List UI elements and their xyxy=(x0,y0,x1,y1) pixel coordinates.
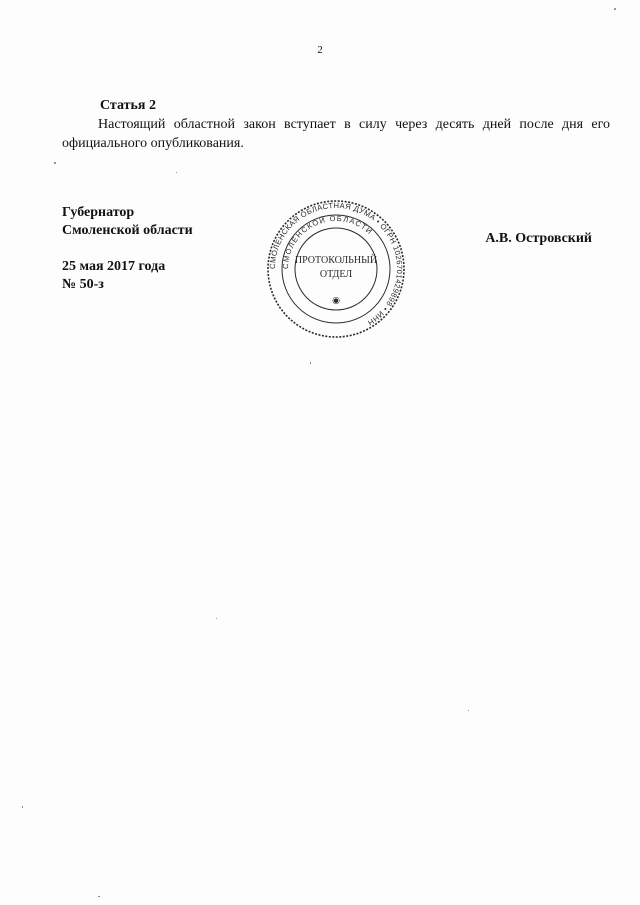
scan-speck xyxy=(468,710,469,711)
article-body-line-2: официального опубликования. xyxy=(62,136,244,151)
signatory-position xyxy=(62,204,193,240)
scan-speck xyxy=(310,362,311,364)
stamp-emblem-icon: ◉ xyxy=(332,295,340,305)
scan-speck xyxy=(216,618,217,619)
signatory-position-line-2: Смоленской области xyxy=(62,223,193,238)
scan-speck xyxy=(176,172,177,173)
scan-speck xyxy=(22,806,23,808)
signer-name: А.В. Островский xyxy=(485,231,592,246)
signatory-position-line-1: Губернатор xyxy=(62,205,135,220)
article-body xyxy=(62,115,610,153)
stamp-outer-text: СМОЛЕНСКАЯ ОБЛАСТНАЯ ДУМА • ОГРН 1026701429898 • ИНН xyxy=(267,200,405,328)
page-number: 2 xyxy=(317,44,323,56)
article-body-line-1: Настоящий областной закон вступает в силу через десять дней после дня его xyxy=(98,117,610,132)
stamp-inner-text: СМОЛЕНСКОЙ ОБЛАСТИ xyxy=(280,213,375,270)
article-title: Статья 2 xyxy=(100,98,156,113)
official-seal-stamp xyxy=(266,199,406,339)
scan-speck xyxy=(614,8,616,10)
law-date-number xyxy=(62,258,165,294)
law-number: № 50-з xyxy=(62,277,104,292)
scan-speck xyxy=(98,896,100,897)
scan-speck xyxy=(54,162,56,164)
stamp-center-line-1: ПРОТОКОЛЬНЫЙ xyxy=(294,255,378,266)
stamp-center-line-2: ОТДЕЛ xyxy=(319,269,353,280)
law-date: 25 мая 2017 года xyxy=(62,259,166,274)
